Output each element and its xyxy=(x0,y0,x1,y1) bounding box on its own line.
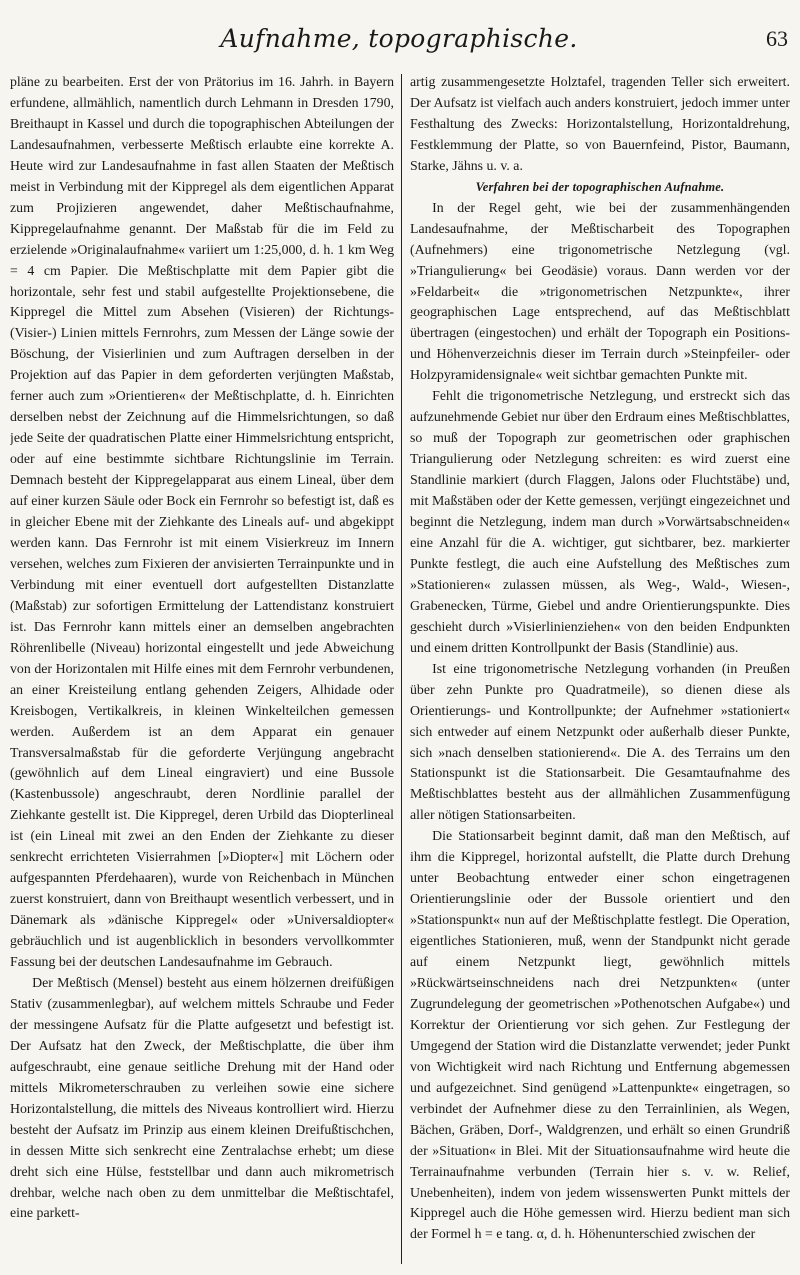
section-heading: Verfahren bei der topographischen Aufnahme. xyxy=(475,179,725,194)
paragraph-aufsatz: artig zusammengesetzte Holztafel, tragenden Teller sich erweitert. Der Aufsatz ist vielfach auch anders konstruiert, jedoch immer unter Festhaltung des Zwecks: Horizontalstellung, Horizontaldrehung, Festklemmung der Platte, so von Bauernfeind, Pistor, Baumann, Starke, Jähns u. v. a. xyxy=(410,74,790,173)
page-number: 63 xyxy=(766,26,788,51)
paragraph-triangulierung: Fehlt die trigonometrische Netzlegung, und erstreckt sich das aufzunehmende Gebiet nur über den Erdraum eines Meßtischblattes, so muß der Topograph zur geometrischen oder graphischen Triangulierung oder Netzlegung schreiten: es wird zuerst eine Standlinie markiert (durch Flaggen, Jalons oder Fluchtstäbe) und, mit Maßstäben oder der Kette gemessen, verjüngt eingezeichnet und beginnt die Netzlegung, indem man durch »Vorwärtsabschneiden« eine Anzahl für die A. wichtiger, gut sichtbarer, bez. markierter Punkte festlegt, die auch eine Aufstellung des Meßtisches zum »Stationieren« zulassen müssen, als Weg-, Wald-, Wiesen-, Grabenecken, Türme, Giebel und andre Orientierungspunkte. Dies geschieht durch »Visierlinienziehen« von den beiden Endpunkten und einem dritten Kontrollpunkt der Basis (Standlinie) aus. xyxy=(410,388,790,655)
paragraph-messtisch: Der Meßtisch (Mensel) besteht aus einem hölzernen dreifüßigen Stativ (zusammenlegbar), auf welchem mittels Schraube und Feder der messingene Aufsatz für die Platte aufgesetzt und befestigt ist. Der Aufsatz hat den Zweck, der Meßtischplatte, die über ihm aufgeschraubt, eine genaue seitliche Drehung mit der Hand oder mittels Mikrometerschrauben zu verleihen sowie eine sichere Horizontalstellung, die mittels des Niveaus kontrolliert wird. Hierzu besteht der Aufsatz im Prinzip aus einem kleinen Dreifußtischchen, in dessen Mitte sich senkrecht eine Zentralachse erhebt; um diese dreht sich eine Hülse, feststellbar und dann auch mikrometrisch drehbar, welche nach oben zu dem unmittelbar die Meßtischtafel, eine parkett- xyxy=(10,974,394,1221)
left-column xyxy=(10,72,394,1267)
paragraph-orientierung: Ist eine trigonometrische Netzlegung vorhanden (in Preußen über zehn Punkte pro Quadratmeile), so dienen diese als Orientierungs- und Kontrollpunkte; der Aufnehmer »stationiert« sich entweder auf einem Netzpunkt oder außerhalb dieser Punkte, sich »nach denselben stationierend«. Die A. des Terrains um den Stationspunkt ist die Stationsarbeit. Die Gesamtaufnahme des Meßtischblattes besteht aus der allmählichen Zusammenfügung aller nötigen Stationsarbeiten. xyxy=(410,660,790,823)
page-header xyxy=(10,24,788,62)
right-column xyxy=(410,72,790,1267)
column-divider xyxy=(401,74,402,1264)
paragraph-netzlegung: In der Regel geht, wie bei der zusammenhängenden Landesaufnahme, der Meßtischarbeit des Topographen (Aufnehmers) eine trigonometrische Netzlegung (vgl. »Triangulierung« bei Geodäsie) voraus. Dann werden vor der »Feldarbeit« die »trigonometrischen Netzpunkte«, ihrer geographischen Lage entsprechend, auf das Meßtischblatt übertragen (eingestochen) und erhält der Topograph ein Positions- und Höhenverzeichnis dieser im Terrain durch »Steinpfeiler- oder Holzpyramidensignale« weit sichtbar gemachten Punkte mit. xyxy=(410,199,790,383)
running-title: Aufnahme, topographische. xyxy=(220,24,578,53)
paragraph-stationsarbeit: Die Stationsarbeit beginnt damit, daß man den Meßtisch, auf ihm die Kippregel, horizontal aufstellt, die Platte durch Drehung unter Beobachtung entweder einer schon eingetragenen Orientierungslinie oder der Bussole orientiert und den »Stationspunkt« nun auf der Meßtischplatte festlegt. Die Operation, eigentliches Stationieren, muß, wenn der Standpunkt nicht gerade auf einem Netzpunkt liegt, gewöhnlich mittels »Rückwärtseinschneidens nach drei Netzpunkten« (unter Zugrundelegung der geometrischen »Pothenotschen Aufgabe«) und Korrektur der Orientierung vor sich gehen. Zur Festlegung der Umgegend der Station wird die Distanzlatte verwendet; jeder Punkt von Wichtigkeit wird nach Richtung und Entfernung abgemessen und aufgezeichnet. Sind genügend »Lattenpunkte« eingetragen, so verbindet der Aufnehmer diese zu den Terrainlinien, als Wegen, Bächen, Gräben, Dorf-, Waldgrenzen, und erhält so einen Grundriß der »Situation« in Blei. Mit der Situationsaufnahme wird heute die Terrainaufnahme verbunden (Terrain hier s. v. w. Relief, Unebenheiten), indem von jedem wissenswerten Punkt mittels der Kippregel auch die Höhe gemessen wird. Hierzu bedient man sich der Formel h = e tang. α, d. h. Höhenunterschied zwischen der xyxy=(410,828,790,1242)
paragraph-kippregel: pläne zu bearbeiten. Erst der von Prätorius im 16. Jahrh. in Bayern erfundene, allmählich, namentlich durch Lehmann in Dresden 1790, Breithaupt in Kassel und durch die topographischen Abteilungen der Landesaufnahmen, verbesserte Meßtisch erlaubte eine korrekte A. Heute wird zur Landesaufnahme in fast allen Staaten der Meßtisch meist in Verbindung mit der Kippregel als dem eigentlichen Apparat zum Projizieren angewendet, daher Meßtischaufnahme, Kippregelaufnahme genannt. Der Maßstab für die im Feld zu erzielende »Originalaufnahme« variiert um 1:25,000, d. h. 1 km Weg = 4 cm Papier. Die Meßtischplatte mit dem Papier gibt die horizontale, sehr fest und stabil aufgestellte Projektionsebene, die Kippregel die Mittel zum Absehen (Visieren) der Richtungs- (Visier-) Linien mittels Fernrohrs, zum Messen der Länge sowie der Böschung, der Visierlinien und zum Auftragen derselben in der Projektion auf das Papier in dem geforderten verjüngten Maßstab, ferner auch zum »Orientieren« der Meßtischplatte, d. h. Einrichten derselben nebst der Zeichnung auf die Himmelsrichtungen, so daß jede Seite der quadratischen Platte einer Himmelsrichtung entspricht, oder auf eine bestimmte sichtbare Richtungslinie im Terrain. Demnach besteht der Kippregelapparat aus einem Lineal, über dem auf einer kurzen Säule oder Bock ein Fernrohr so befestigt ist, daß es in gleicher Ebene mit der Ziehkante des Lineals auf- und abgekippt werden kann. Das Fernrohr ist mit einem Visierkreuz im Innern versehen, welches zum Fixieren der anvisierten Terrainpunkte und in Verbindung mit einer eventuell dort aufgestellten Distanzlatte (Maßstab) zur sofortigen Ermittelung der Lattendistanz konstruiert ist. Das Fernrohr kann mittels einer an demselben angebrachten Röhrenlibelle (Niveau) horizontal eingestellt und jede Abweichung von der Horizontalen mit Hilfe eines mit dem Fernrohr verbundenen, an einer Kreisteilung entlang gehenden Zeigers, Alhidade oder Kreisbogen, Vertikalkreis, in kleinen Winkelteilchen gemessen werden. Außerdem ist an dem Apparat ein genauer Transversalmaßstab für die geforderte Verjüngung angebracht (gewöhnlich auf dem Lineal eingraviert) und eine Bussole (Kastenbussole) angeschraubt, deren Nordlinie parallel der Ziehkante gestellt ist. Die Kippregel, deren Urbild das Diopterlineal ist (ein Lineal mit zwei an den Enden der Ziehkante zu dieser senkrecht errichteten Visierrahmen [»Diopter«] mit Löchern oder aufgespannten Pferdehaaren), wurde von Reichenbach in München zuerst konstruiert, dann von Breithaupt wesentlich verbessert, und in Dänemark als »dänische Kippregel« oder »Universaldiopter« gebräuchlich und ist augenblicklich in besonders vervollkommter Fassung bei der deutschen Landesaufnahme im Gebrauch. xyxy=(10,74,394,970)
